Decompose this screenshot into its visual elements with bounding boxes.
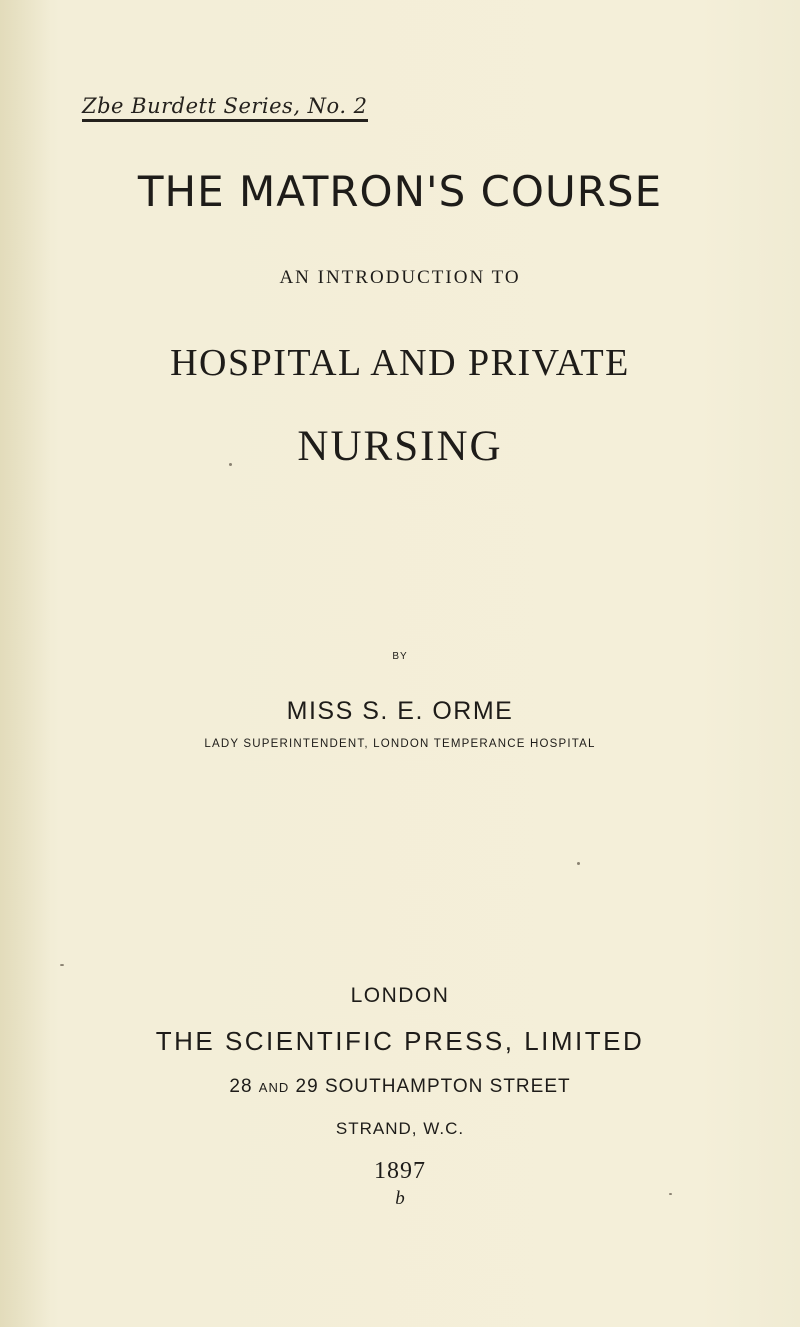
paper-speck xyxy=(60,964,64,966)
subtitle-line-2: NURSING xyxy=(297,423,503,470)
address-street: 29 SOUTHAMPTON STREET xyxy=(295,1076,571,1097)
subtitle-line-1: HOSPITAL AND PRIVATE xyxy=(170,342,630,384)
series-heading: Zbe Burdett Series, No. 2 xyxy=(82,94,368,122)
imprint-year: 1897 xyxy=(374,1158,426,1184)
imprint-district: STRAND, W.C. xyxy=(335,1119,465,1138)
paper-speck xyxy=(669,1193,672,1195)
subtitle-intro: AN INTRODUCTION TO xyxy=(279,267,521,288)
address-and: AND xyxy=(258,1080,290,1095)
author-position: LADY SUPERINTENDENT, LONDON TEMPERANCE HOSPITAL xyxy=(204,738,596,750)
signature-mark: b xyxy=(395,1188,405,1209)
imprint-address xyxy=(0,1075,800,1100)
imprint-city: LONDON xyxy=(350,984,450,1007)
address-number-1: 28 xyxy=(229,1076,253,1097)
paper-speck xyxy=(229,463,232,466)
paper-speck xyxy=(577,862,580,865)
by-label: BY xyxy=(392,651,408,662)
book-title: THE MATRON'S COURSE xyxy=(137,167,663,216)
author-name: MISS S. E. ORME xyxy=(286,697,514,725)
imprint-publisher: THE SCIENTIFIC PRESS, LIMITED xyxy=(155,1026,645,1056)
